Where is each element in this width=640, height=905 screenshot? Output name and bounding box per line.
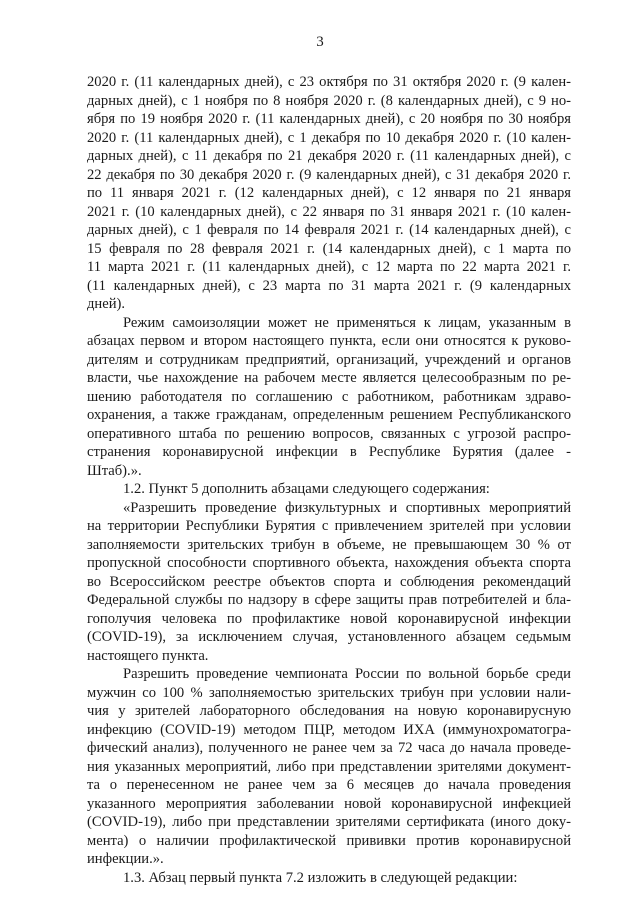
paragraph bbox=[87, 869, 571, 888]
text-line: Режим самоизоляции может не применяться к лицам, указанным в bbox=[123, 314, 571, 331]
text-line: 15 февраля по 28 февраля 2021 г. (14 календарных дней), с 1 марта по bbox=[87, 240, 571, 257]
text-line: (COVID-19), либо при представлении зрителями сертификата (иного доку- bbox=[87, 814, 571, 830]
text-line: гополучия человека по профилактике новой коронавирусной инфекции bbox=[87, 610, 571, 627]
text-line: 1.2. Пункт 5 дополнить абзацами следующего содержания: bbox=[123, 481, 490, 497]
text-line: абзацах первом и втором настоящего пункта, если они относятся к руково- bbox=[87, 333, 571, 349]
text-line: 11 марта 2021 г. (11 календарных дней), с 12 марта по 22 марта 2021 г. bbox=[87, 259, 571, 275]
text-line: оперативного штаба по решению вопросов, связанных с угрозой распро- bbox=[87, 425, 571, 442]
text-line: «Разрешить проведение физкультурных и спортивных мероприятий bbox=[123, 499, 571, 516]
paragraph bbox=[87, 73, 571, 314]
text-line: Разрешить проведение чемпионата России по вольной борьбе среди bbox=[123, 666, 571, 682]
text-line: дарных дней), с 11 декабря по 21 декабря 2020 г. (11 календарных дней), с bbox=[87, 148, 571, 164]
paragraph bbox=[87, 499, 571, 666]
text-line: инфекции.». bbox=[87, 851, 164, 867]
text-line: дней). bbox=[87, 296, 126, 312]
text-line: странения коронавирусной инфекции в Республике Бурятия (далее - bbox=[87, 444, 571, 460]
paragraph bbox=[87, 314, 571, 481]
text-line: 2021 г. (10 календарных дней), с 22 января по 31 января 2021 г. (10 кален- bbox=[87, 203, 571, 220]
text-line: дарных дней), с 1 февраля по 14 февраля 2021 г. (14 календарных дней), с bbox=[87, 222, 571, 238]
text-line: Штаб).». bbox=[87, 462, 142, 479]
text-line: фический анализ), полученного не ранее чем за 72 часа до начала проведе- bbox=[87, 740, 571, 756]
text-line: пропускной способности спортивного объекта, нахождения объекта спорта bbox=[87, 555, 571, 571]
text-line: указанного мероприятия заболевании новой коронавирусной инфекцией bbox=[87, 795, 571, 812]
text-line: на территории Республики Бурятия с привлечением зрителей при условии bbox=[87, 518, 571, 534]
document-body bbox=[87, 73, 571, 887]
text-line: чия у зрителей лабораторного обследования на новую коронавирусную bbox=[87, 703, 571, 719]
text-line: по 11 января 2021 г. (12 календарных дней), с 12 января по 21 января bbox=[87, 185, 571, 201]
page-number: 3 bbox=[316, 34, 324, 50]
paragraph bbox=[87, 480, 571, 499]
paragraph bbox=[87, 665, 571, 869]
text-line: дителям и сотрудникам предприятий, организаций, учреждений и органов bbox=[87, 351, 571, 368]
text-line: во Всероссийском реестре объектов спорта и соблюдения рекомендаций bbox=[87, 573, 571, 590]
text-line: мента) о наличии профилактической прививки против коронавирусной bbox=[87, 832, 571, 849]
text-line: (11 календарных дней), с 23 марта по 31 марта 2021 г. (9 календарных bbox=[87, 277, 571, 294]
text-line: 2020 г. (11 календарных дней), с 23 октября по 31 октября 2020 г. (9 кален- bbox=[87, 74, 571, 90]
text-line: та о перенесенном не ранее чем за 6 месяцев до начала проведения bbox=[87, 777, 571, 793]
text-line: мужчин со 100 % заполняемостью зрительских трибун при условии нали- bbox=[87, 684, 571, 701]
text-line: настоящего пункта. bbox=[87, 647, 209, 664]
text-line: 22 декабря по 30 декабря 2020 г. (9 календарных дней), с 31 декабря 2020 г. bbox=[87, 166, 571, 183]
text-line: власти, чье нахождение на рабочем месте является целесообразным по ре- bbox=[87, 370, 571, 386]
text-line: 2020 г. (11 календарных дней), с 1 декабря по 10 декабря 2020 г. (10 кален- bbox=[87, 129, 571, 146]
text-line: шению работодателя по соглашению с работником, работникам здраво- bbox=[87, 388, 571, 405]
text-line: Федеральной службы по надзору в сфере защиты прав потребителей и бла- bbox=[87, 592, 571, 608]
text-line: охранения, а также гражданам, определенным решением Республиканского bbox=[87, 407, 571, 423]
text-line: заполняемости зрительских трибун в объеме, не превышающем 30 % от bbox=[87, 536, 571, 553]
text-line: инфекцию (COVID-19) методом ПЦР, методом ИХА (иммунохроматогра- bbox=[87, 721, 571, 738]
text-line: ния указанных мероприятий, либо при представлении зрителями документ- bbox=[87, 758, 571, 775]
text-line: дарных дней), с 1 ноября по 8 ноября 2020 г. (8 календарных дней), с 9 но- bbox=[87, 92, 571, 109]
text-line: ября по 19 ноября 2020 г. (11 календарных дней), с 20 ноября по 30 ноября bbox=[87, 111, 571, 127]
text-line: (COVID-19), за исключением случая, установленного абзацем седьмым bbox=[87, 629, 571, 645]
text-line: 1.3. Абзац первый пункта 7.2 изложить в следующей редакции: bbox=[123, 869, 518, 886]
